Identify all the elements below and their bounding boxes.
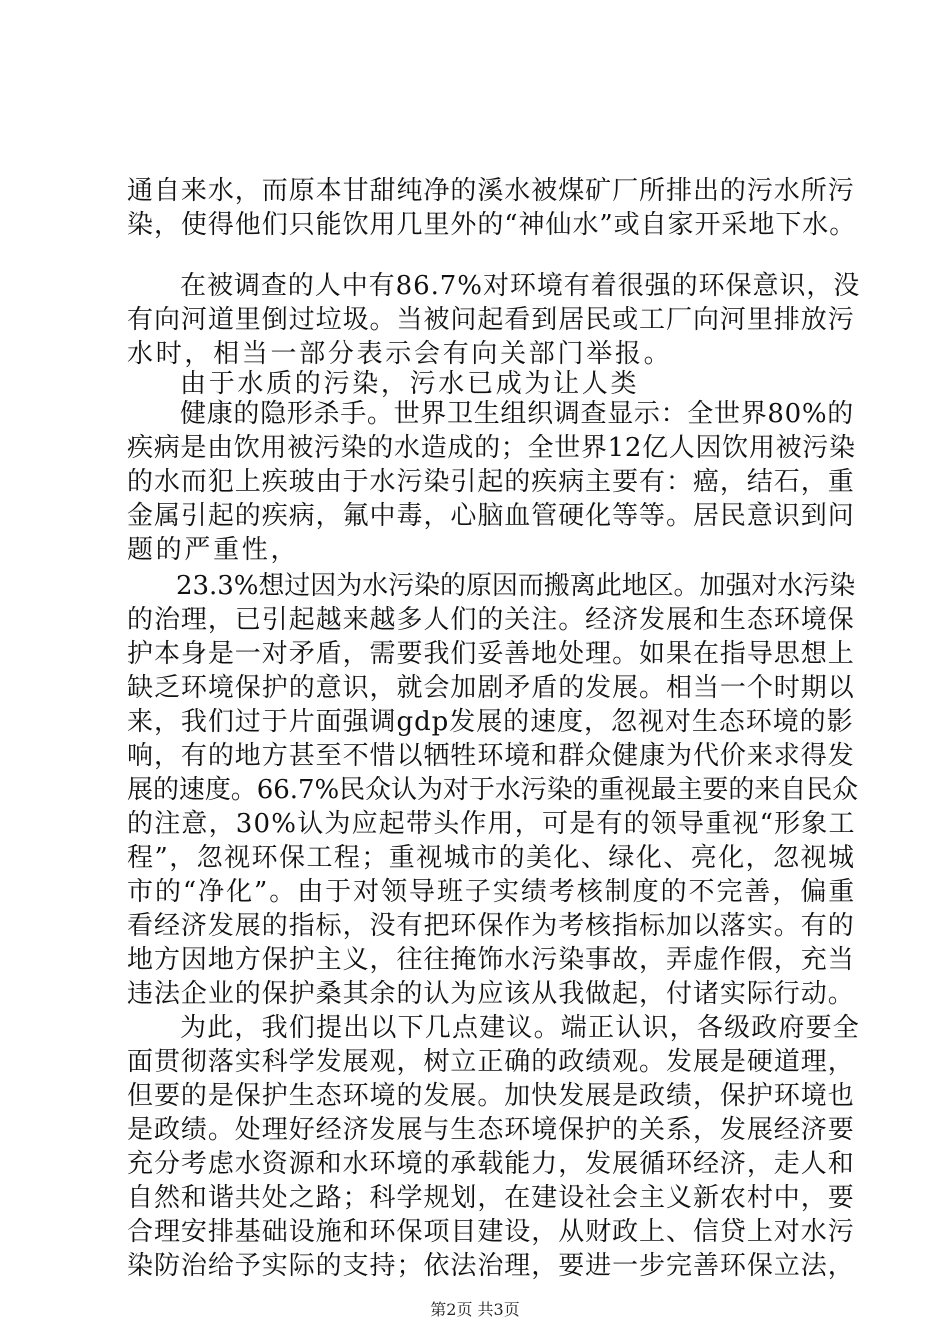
- text-line: 充分考虑水资源和水环境的承载能力，发展循环经济，走人和: [127, 1149, 855, 1179]
- text-line: 染防治给予实际的支持；依法治理，要进一步完善环保立法，: [127, 1251, 855, 1281]
- text-line: 但要的是保护生态环境的发展。加快发展是政绩，保护环境也: [127, 1081, 855, 1111]
- text-line: 由于水质的污染，污水已成为让人类: [180, 369, 640, 399]
- text-line: 在被调查的人中有86.7%对环境有着很强的环保意识，没: [180, 271, 861, 301]
- text-line: 的注意，30%认为应起带头作用，可是有的领导重视“形象工: [127, 809, 856, 839]
- text-line: 看经济发展的指标，没有把环保作为考核指标加以落实。有的: [127, 911, 855, 941]
- text-line: 题的严重性，: [127, 535, 300, 565]
- text-line: 是政绩。处理好经济发展与生态环境保护的关系，发展经济要: [127, 1115, 855, 1145]
- text-line: 23.3%想过因为水污染的原因而搬离此地区。加强对水污染: [176, 571, 856, 601]
- text-line: 缺乏环境保护的意识，就会加剧矛盾的发展。相当一个时期以: [127, 673, 855, 703]
- text-line: 违法企业的保护桑其余的认为应该从我做起，付诸实际行动。: [127, 979, 855, 1009]
- text-line: 护本身是一对矛盾，需要我们妥善地处理。如果在指导思想上: [127, 639, 855, 669]
- text-line: 健康的隐形杀手。世界卫生组织调查显示：全世界80%的: [180, 399, 854, 429]
- text-line: 有向河道里倒过垃圾。当被问起看到居民或工厂向河里排放污: [127, 305, 855, 335]
- text-line: 市的“净化”。由于对领导班子实绩考核制度的不完善，偏重: [127, 877, 857, 907]
- text-line: 染，使得他们只能饮用几里外的“神仙水”或自家开采地下水。: [127, 210, 857, 240]
- text-line: 来，我们过于片面强调gdp发展的速度，忽视对生态环境的影: [127, 707, 854, 737]
- text-line: 面贯彻落实科学发展观，树立正确的政绩观。发展是硬道理，: [127, 1047, 855, 1077]
- text-line: 自然和谐共处之路；科学规划，在建设社会主义新农村中，要: [127, 1183, 855, 1213]
- text-line: 金属引起的疾病，氟中毒，心脑血管硬化等等。居民意识到问: [127, 501, 855, 531]
- text-line: 通自来水，而原本甘甜纯净的溪水被煤矿厂所排出的污水所污: [127, 176, 855, 206]
- text-line: 为此，我们提出以下几点建议。端正认识，各级政府要全: [180, 1013, 861, 1043]
- text-line: 响，有的地方甚至不惜以牺牲环境和群众健康为代价来求得发: [127, 741, 855, 771]
- text-line: 的治理，已引起越来越多人们的关注。经济发展和生态环境保: [127, 605, 855, 635]
- page-number-footer: 第2页 共3页: [430, 1300, 520, 1319]
- text-line: 程”，忽视环保工程；重视城市的美化、绿化、亮化，忽视城: [127, 843, 856, 873]
- text-line: 水时，相当一部分表示会有向关部门举报。: [127, 339, 673, 369]
- text-line: 地方因地方保护主义，往往掩饰水污染事故，弄虚作假，充当: [127, 945, 855, 975]
- text-line: 疾病是由饮用被污染的水造成的；全世界12亿人因饮用被污染: [127, 433, 856, 463]
- text-line: 合理安排基础设施和环保项目建设，从财政上、信贷上对水污: [127, 1217, 855, 1247]
- text-line: 展的速度。66.7%民众认为对于水污染的重视最主要的来自民众: [127, 775, 859, 805]
- text-line: 的水而犯上疾玻由于水污染引起的疾病主要有：癌，结石，重: [127, 467, 855, 497]
